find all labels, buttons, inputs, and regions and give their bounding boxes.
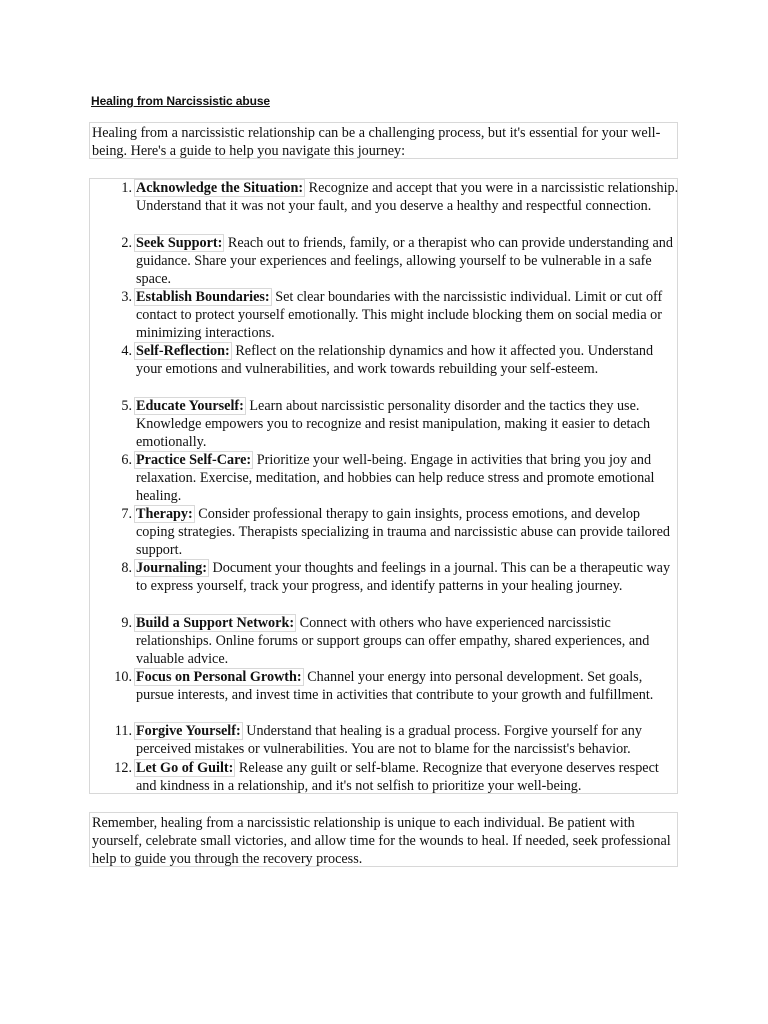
step-number: 5. xyxy=(121,398,132,414)
step-text: Release any guilt or self-blame. Recognize that everyone deserves respect and kindness in a relationship, and it's not selfish to prioritize your well-being. xyxy=(136,760,659,794)
step-body xyxy=(136,614,679,668)
step-text: Recognize and accept that you were in a narcissistic relationship. Understand that it was not your fault, and you deserve a healthy and respectful connection. xyxy=(136,180,679,214)
step-text: Learn about narcissistic personality disorder and the tactics they use. Knowledge empowers you to recognize and resist manipulation, making it easier to detach emotionally. xyxy=(136,398,651,450)
step-body xyxy=(136,451,679,505)
step-title: Self-Reflection: xyxy=(136,343,230,359)
step-number: 12. xyxy=(114,760,132,776)
step-body xyxy=(136,288,679,342)
step-number: 6. xyxy=(121,452,132,468)
step-title: Establish Boundaries: xyxy=(136,289,270,305)
closing-paragraph: Remember, healing from a narcissistic relationship is unique to each individual. Be patient with yourself, celebrate small victories, and allow time for the wounds to heal. If needed, seek professional help to guide you through the recovery process. xyxy=(89,812,678,867)
step-body xyxy=(136,234,679,288)
step-body xyxy=(136,722,679,758)
steps-list-box xyxy=(89,178,678,794)
step-title: Seek Support: xyxy=(136,235,223,251)
step-title: Focus on Personal Growth: xyxy=(136,669,302,685)
step-number: 10. xyxy=(114,669,132,685)
step-title: Therapy: xyxy=(136,506,193,522)
step-number: 3. xyxy=(121,289,132,305)
step-number: 2. xyxy=(121,235,132,251)
step-text: Set clear boundaries with the narcissistic individual. Limit or cut off contact to protect yourself emotionally. This might include blocking them on social media or minimizing interactions. xyxy=(136,289,663,341)
step-body xyxy=(136,179,679,215)
step-number: 11. xyxy=(114,723,132,739)
step-title: Build a Support Network: xyxy=(136,615,295,631)
step-body xyxy=(136,505,679,559)
step-body xyxy=(136,559,679,595)
step-body xyxy=(136,668,679,704)
step-title: Forgive Yourself: xyxy=(136,723,241,739)
step-title: Educate Yourself: xyxy=(136,398,244,414)
step-text: Channel your energy into personal development. Set goals, pursue interests, and invest time in activities that contribute to your growth and fulfillment. xyxy=(136,669,654,703)
intro-paragraph: Healing from a narcissistic relationship can be a challenging process, but it's essential for your well-being. Here's a guide to help you navigate this journey: xyxy=(89,122,678,159)
step-text: Reach out to friends, family, or a therapist who can provide understanding and guidance. Share your experiences and feelings, allowing yourself to be vulnerable in a safe space. xyxy=(136,235,673,287)
step-title: Acknowledge the Situation: xyxy=(136,180,304,196)
step-title: Practice Self-Care: xyxy=(136,452,252,468)
step-number: 1. xyxy=(121,180,132,196)
step-text: Connect with others who have experienced narcissistic relationships. Online forums or support groups can offer empathy, shared experiences, and valuable advice. xyxy=(136,615,650,667)
step-title: Let Go of Guilt: xyxy=(136,760,234,776)
step-number: 8. xyxy=(121,560,132,576)
step-text: Prioritize your well-being. Engage in activities that bring you joy and relaxation. Exercise, meditation, and hobbies can help reduce stress and promote emotional healing. xyxy=(136,452,655,504)
step-text: Consider professional therapy to gain insights, process emotions, and develop coping strategies. Therapists specializing in trauma and narcissistic abuse can provide tailored support. xyxy=(136,506,670,558)
step-number: 4. xyxy=(121,343,132,359)
step-title: Journaling: xyxy=(136,560,207,576)
step-number: 7. xyxy=(121,506,132,522)
step-text: Understand that healing is a gradual process. Forgive yourself for any perceived mistakes or vulnerabilities. You are not to blame for the narcissist's behavior. xyxy=(136,723,642,757)
step-number: 9. xyxy=(121,615,132,631)
step-text: Document your thoughts and feelings in a journal. This can be a therapeutic way to express yourself, track your progress, and identify patterns in your healing journey. xyxy=(136,560,671,594)
step-body xyxy=(136,397,679,451)
step-text: Reflect on the relationship dynamics and how it affected you. Understand your emotions and vulnerabilities, and work towards rebuilding your self-esteem. xyxy=(136,343,654,377)
step-body xyxy=(136,759,679,795)
step-body xyxy=(136,342,679,378)
document-title: Healing from Narcissistic abuse xyxy=(91,94,270,108)
